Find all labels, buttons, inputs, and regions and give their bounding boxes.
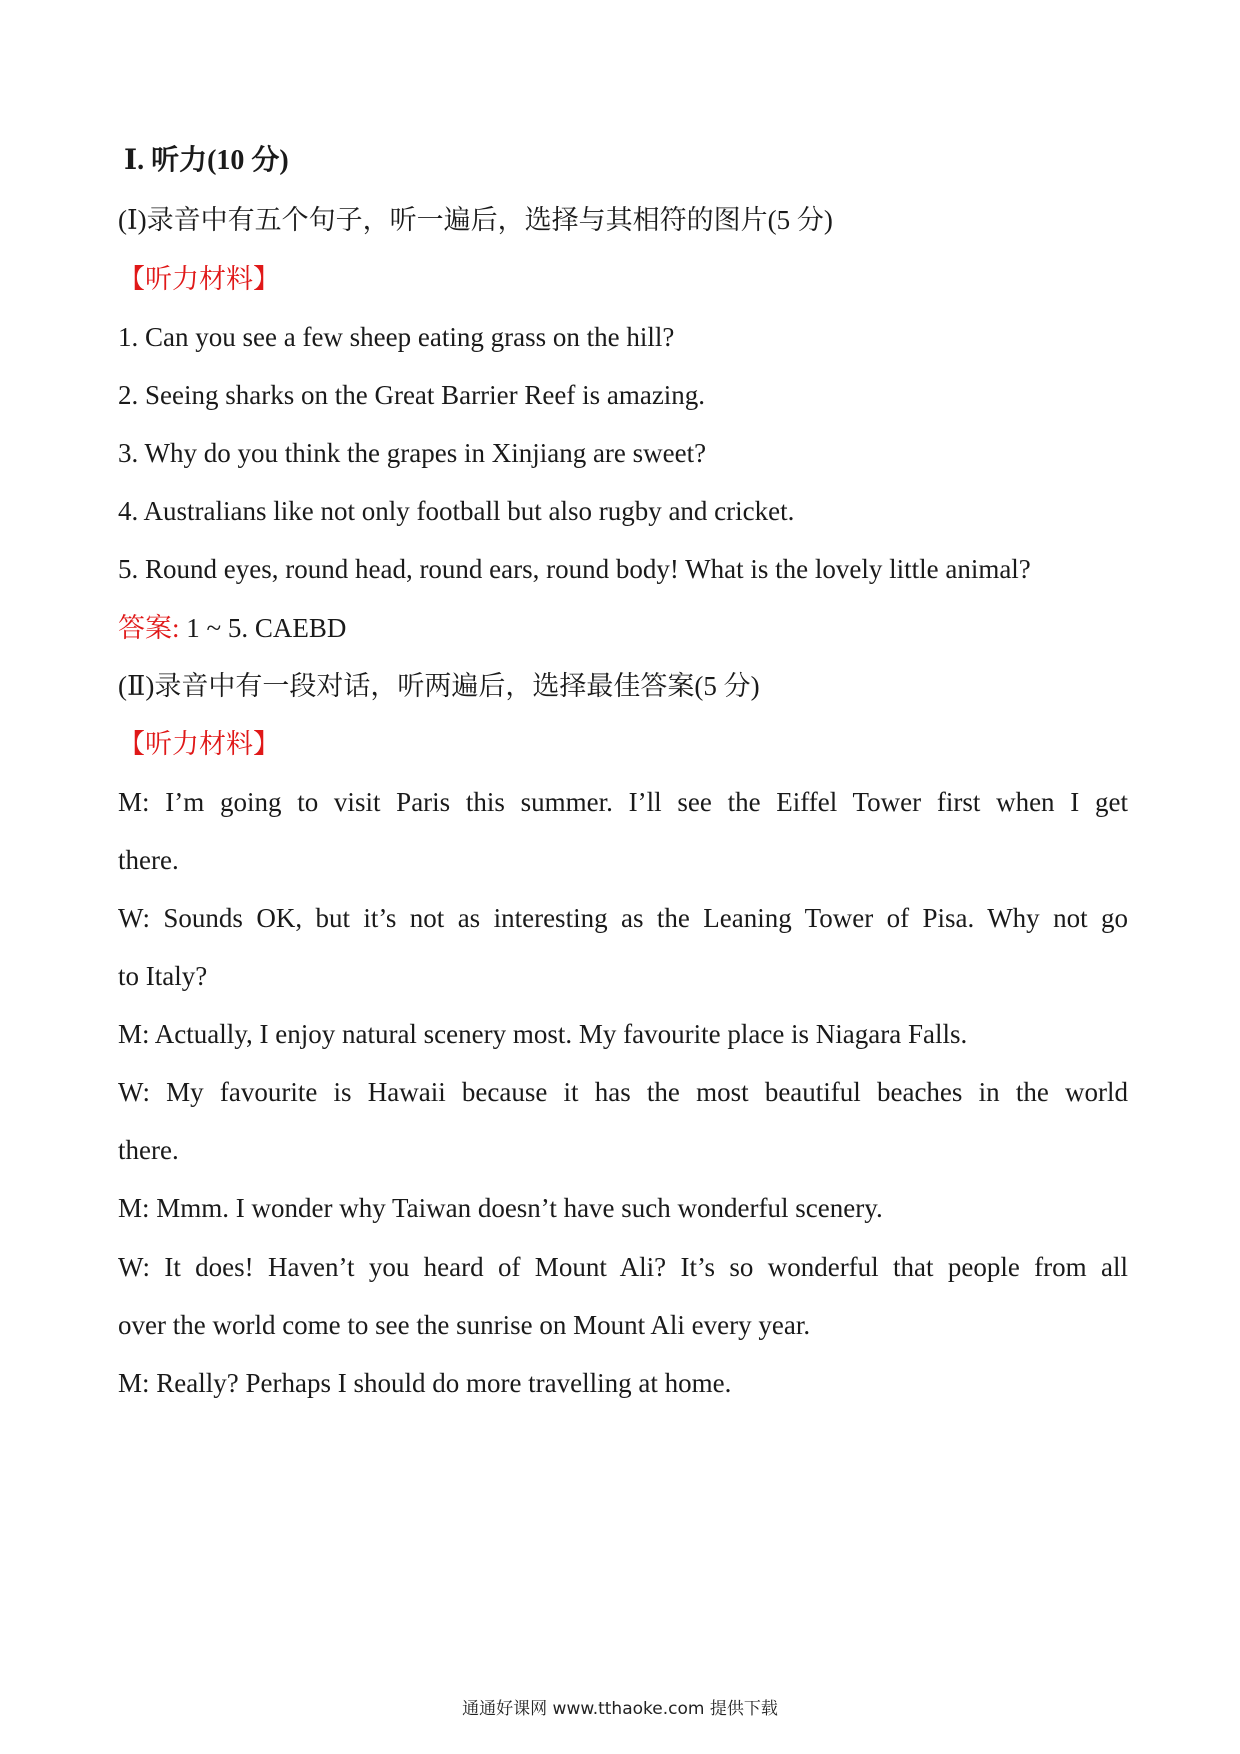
answer-line (118, 610, 1128, 646)
dialogue-line: W: Sounds OK, but it’s not as interesting as the Leaning Tower of Pisa. Why not go (118, 903, 1128, 933)
page-footer: 通通好课网 www.tthaoke.com 提供下载 (462, 1699, 778, 1719)
dialogue-line: there. (118, 845, 179, 875)
sentence-3: 3. Why do you think the grapes in Xinjiang are sweet? (118, 438, 707, 468)
dialogue-line: M: Actually, I enjoy natural scenery most. My favourite place is Niagara Falls. (118, 1019, 968, 1049)
part1-material-label: 【听力材料】 (118, 264, 280, 294)
dialogue-line: M: Mmm. I wonder why Taiwan doesn’t have such wonderful scenery. (118, 1193, 883, 1223)
dialogue-line: to Italy? (118, 961, 208, 991)
part1-instruction: (Ⅰ)录音中有五个句子，听一遍后，选择与其相符的图片(5 分) (118, 205, 833, 235)
part2-material-label: 【听力材料】 (118, 729, 280, 759)
dialogue-line: over the world come to see the sunrise on Mount Ali every year. (118, 1310, 811, 1340)
sentence-2: 2. Seeing sharks on the Great Barrier Reef is amazing. (118, 380, 706, 410)
dialogue-line: W: It does! Haven’t you heard of Mount Ali? It’s so wonderful that people from all (118, 1252, 1128, 1282)
dialogue-line: M: Really? Perhaps I should do more travelling at home. (118, 1368, 732, 1398)
sentence-1: 1. Can you see a few sheep eating grass on the hill? (118, 322, 675, 352)
dialogue-line: W: My favourite is Hawaii because it has the most beautiful beaches in the world (118, 1077, 1128, 1107)
dialogue-line: M: I’m going to visit Paris this summer. I’ll see the Eiffel Tower first when I get (118, 787, 1128, 817)
answer-label: 答案: (118, 613, 180, 643)
sentence-5: 5. Round eyes, round head, round ears, round body! What is the lovely little animal? (118, 554, 1031, 584)
sentence-4: 4. Australians like not only football but also rugby and cricket. (118, 496, 795, 526)
part2-instruction: (Ⅱ)录音中有一段对话，听两遍后，选择最佳答案(5 分) (118, 671, 760, 701)
answer-value: 1 ~ 5. CAEBD (179, 613, 347, 643)
section-heading: Ⅰ. 听力(10 分) (124, 145, 289, 176)
dialogue-line: there. (118, 1135, 179, 1165)
